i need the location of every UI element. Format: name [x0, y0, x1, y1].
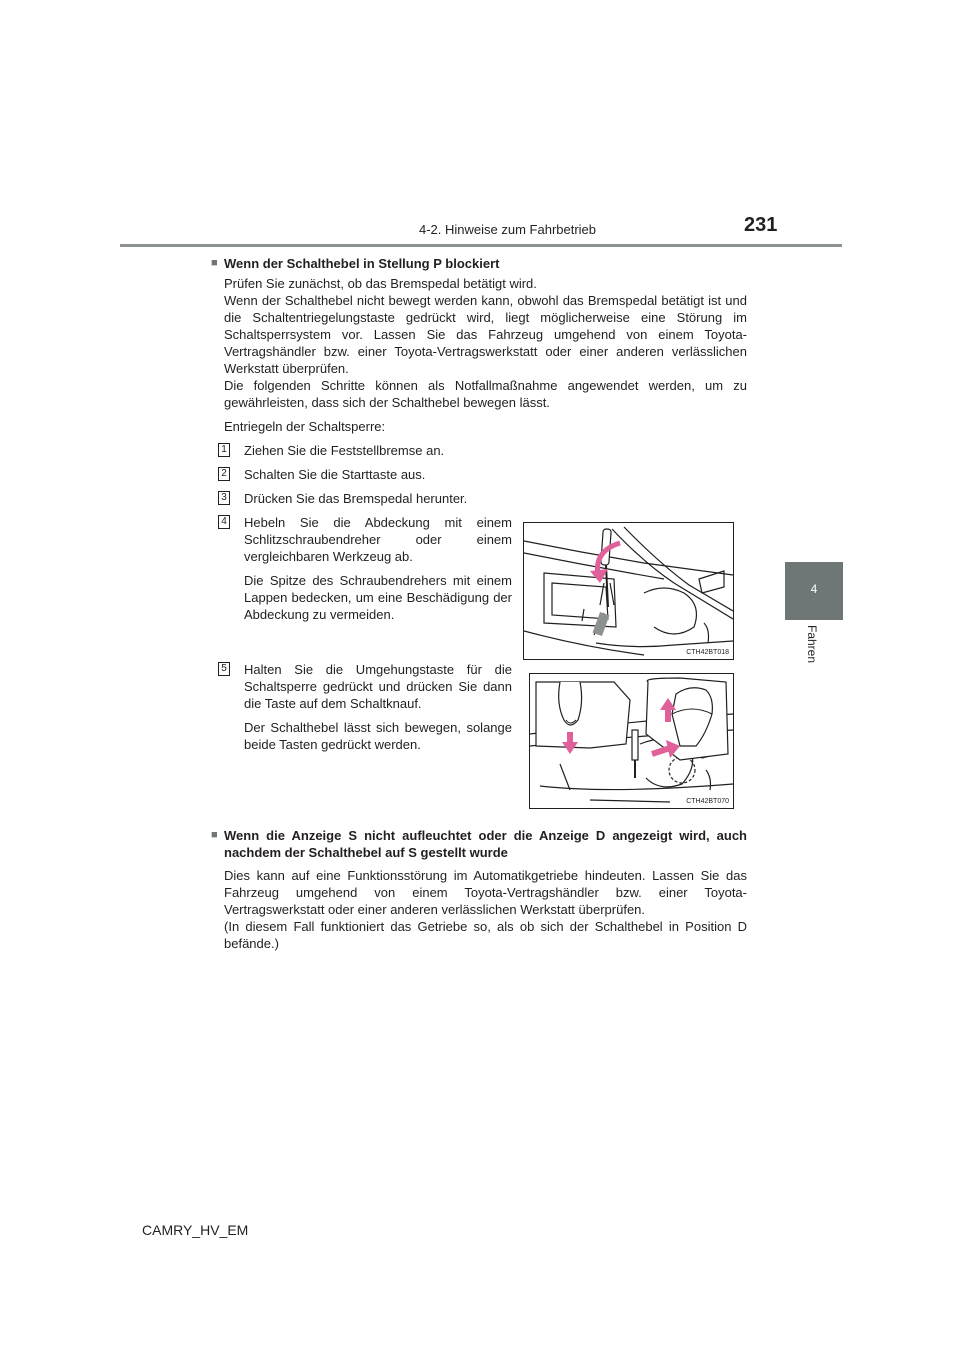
- square-bullet-icon: ■: [211, 257, 218, 269]
- section-header: 4-2. Hinweise zum Fahrbetrieb: [419, 222, 597, 237]
- section-heading-text: Wenn der Schalthebel in Stellung P blockiert: [224, 256, 500, 271]
- step-number: 5: [218, 662, 230, 676]
- figure-id: CTH42BT070: [686, 798, 729, 805]
- step-number: 4: [218, 515, 230, 529]
- shift-lock-override-illustration: [530, 674, 733, 808]
- step-number: 2: [218, 467, 230, 481]
- figure-shift-lock-override: [529, 673, 734, 809]
- square-bullet-icon: ■: [211, 829, 218, 841]
- step-text: Halten Sie die Umgehungstaste für die Schaltsperre gedrückt und drücken Sie dann die Taste auf dem Schaltknauf.: [244, 662, 512, 711]
- document-code: CAMRY_HV_EM: [142, 1222, 249, 1238]
- step-text: Schalten Sie die Starttaste aus.: [244, 467, 426, 482]
- step-3: [218, 490, 747, 507]
- step-number: 1: [218, 443, 230, 457]
- section-heading-text: Wenn die Anzeige S nicht aufleuchtet oder die Anzeige D angezeigt wird, auch nachdem der Schalthebel auf S gestellt wurde: [224, 828, 747, 860]
- step-2: [218, 466, 747, 483]
- chapter-tab: [785, 562, 843, 620]
- step-text: Hebeln Sie die Abdeckung mit einem Schlitzschraubendreher oder einem vergleichbaren Werkzeug ab.: [244, 515, 512, 564]
- figure-id: CTH42BT018: [686, 649, 729, 656]
- step-number: 3: [218, 491, 230, 505]
- intro-text: Prüfen Sie zunächst, ob das Bremspedal betätigt wird.: [224, 276, 537, 291]
- body-paragraph: (In diesem Fall funktioniert das Getriebe so, als ob sich der Schalthebel in Position D befände.): [224, 919, 747, 951]
- section-indicator-s: [211, 827, 747, 952]
- step-text: Ziehen Sie die Feststellbremse an.: [244, 443, 445, 458]
- header-divider: [120, 244, 842, 247]
- step-note: Die Spitze des Schraubendrehers mit einem Lappen bedecken, um eine Beschädigung der Abdeckung zu vermeiden.: [244, 573, 512, 622]
- pry-cover-illustration: [524, 523, 733, 659]
- figure-pry-cover: [523, 522, 734, 660]
- section-heading: [211, 827, 747, 861]
- page-number: 231: [744, 214, 778, 236]
- body-paragraph: Wenn der Schalthebel nicht bewegt werden kann, obwohl das Bremspedal betätigt ist und die Schaltentriegelungstaste gedrückt wird, liegt möglicherweise eine Störung im Schaltsperrsystem vor. Lassen Sie das Fahrzeug umgehend von einem Toyota-Vertragshändler bzw. einer Toyota-Vertragswerkstatt oder einer anderen verlässlichen Werkstatt überprüfen.: [224, 293, 747, 376]
- chapter-number: 4: [810, 582, 818, 596]
- step-text: Drücken Sie das Bremspedal herunter.: [244, 491, 468, 506]
- step-1: [218, 442, 747, 459]
- chapter-label: Fahren: [805, 625, 819, 664]
- steps-lead: Entriegeln der Schaltsperre:: [224, 419, 386, 434]
- step-note: Der Schalthebel lässt sich bewegen, solange beide Tasten gedrückt werden.: [244, 720, 512, 752]
- section-heading: [211, 255, 747, 272]
- body-paragraph: Dies kann auf eine Funktionsstörung im Automatikgetriebe hindeuten. Lassen Sie das Fahrzeug umgehend von einem Toyota-Vertragshändler bzw. einer Toyota-Vertragswerkstatt oder einer anderen verlässlichen Werkstatt überprüfen.: [224, 868, 747, 917]
- body-paragraph: Die folgenden Schritte können als Notfallmaßnahme angewendet werden, um zu gewährleisten, dass sich der Schalthebel bewegen lässt.: [224, 378, 747, 410]
